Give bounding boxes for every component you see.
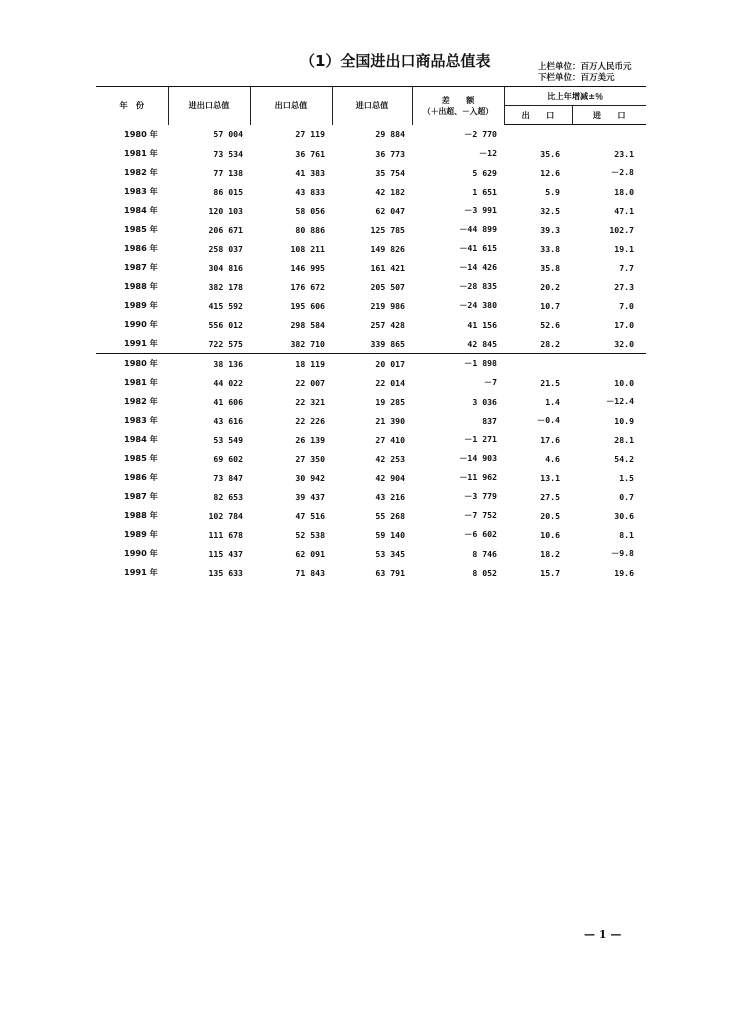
cell-balance: －7 752 [464, 510, 497, 520]
cell-total: 43 616 [213, 415, 243, 426]
cell-growth-imports: －12.4 [606, 396, 634, 406]
header-growth-exports: 出 口 [504, 106, 572, 125]
header-balance-sub: （＋出超、－入超） [422, 106, 494, 116]
cell-exports: 39 437 [295, 491, 325, 502]
cell-total: 415 592 [208, 300, 243, 311]
cell-imports: 205 507 [370, 281, 405, 292]
cell-growth-exports [504, 354, 572, 374]
cell-balance: －28 835 [459, 281, 497, 291]
table-row [96, 163, 646, 182]
cell-imports: 55 268 [375, 510, 405, 521]
cell-balance: －3 779 [464, 491, 497, 501]
cell-imports: 62 047 [375, 205, 405, 216]
table-row [96, 430, 646, 449]
cell-total: 53 549 [213, 434, 243, 445]
cell-year: 1981 年 [124, 377, 158, 387]
cell-balance: －7 [483, 377, 497, 387]
cell-year: 1985 年 [124, 224, 158, 234]
cell-growth-exports: 15.7 [540, 567, 560, 578]
table-body [96, 125, 646, 583]
table-row [96, 392, 646, 411]
cell-growth-exports: 20.2 [540, 281, 560, 292]
cell-growth-imports: 0.7 [619, 491, 634, 502]
cell-total: 57 004 [213, 129, 243, 140]
cell-balance: 8 052 [472, 567, 497, 578]
table-row [96, 258, 646, 277]
cell-year: 1985 年 [124, 453, 158, 463]
cell-exports: 27 119 [295, 129, 325, 140]
cell-balance: －1 271 [464, 434, 497, 444]
cell-balance: 837 [482, 415, 497, 426]
cell-balance: 3 036 [472, 396, 497, 407]
cell-growth-imports: －2.8 [611, 167, 634, 177]
unit-notes [538, 62, 632, 84]
cell-exports: 18 119 [250, 354, 332, 374]
table-row [96, 220, 646, 239]
cell-exports: 382 710 [290, 338, 325, 349]
cell-growth-exports: －0.4 [537, 415, 560, 425]
cell-exports: 52 538 [295, 529, 325, 540]
cell-balance: －1 898 [412, 354, 504, 374]
cell-growth-imports: 19.6 [614, 567, 634, 578]
cell-year: 1986 年 [124, 243, 158, 253]
cell-imports: 53 345 [375, 548, 405, 559]
cell-year: 1988 年 [124, 510, 158, 520]
cell-growth-imports: 102.7 [609, 224, 634, 235]
cell-year: 1983 年 [124, 415, 158, 425]
table-row [96, 239, 646, 258]
cell-growth-exports: 17.6 [540, 434, 560, 445]
cell-balance: －12 [478, 148, 497, 158]
page-number: — 1 — [584, 928, 622, 941]
cell-growth-imports: 30.6 [614, 510, 634, 521]
cell-exports: 22 007 [295, 377, 325, 388]
table-row [96, 334, 646, 354]
cell-exports: 43 833 [295, 186, 325, 197]
cell-growth-exports: 20.5 [540, 510, 560, 521]
table-row [96, 125, 646, 145]
cell-total: 382 178 [208, 281, 243, 292]
cell-imports: 20 017 [332, 354, 412, 374]
cell-imports: 63 791 [375, 567, 405, 578]
cell-growth-exports: 32.5 [540, 205, 560, 216]
cell-growth-imports [572, 125, 646, 145]
cell-imports: 59 140 [375, 529, 405, 540]
table-row [96, 144, 646, 163]
cell-total: 41 606 [213, 396, 243, 407]
table-row [96, 411, 646, 430]
table-title: （1）全国进出口商品总值表 [300, 52, 491, 70]
cell-growth-imports: 7.7 [619, 262, 634, 273]
cell-year: 1990 年 [124, 319, 158, 329]
table-row [96, 296, 646, 315]
table-row [96, 563, 646, 582]
cell-growth-imports: 18.0 [614, 186, 634, 197]
cell-year: 1986 年 [124, 472, 158, 482]
cell-total: 135 633 [208, 567, 243, 578]
cell-growth-exports: 35.8 [540, 262, 560, 273]
cell-balance: －14 903 [459, 453, 497, 463]
table-row [96, 182, 646, 201]
cell-total: 77 138 [213, 167, 243, 178]
cell-balance: －14 426 [459, 262, 497, 272]
cell-year: 1982 年 [124, 396, 158, 406]
cell-imports: 21 390 [375, 415, 405, 426]
cell-imports: 19 285 [375, 396, 405, 407]
cell-growth-imports: 54.2 [614, 453, 634, 464]
cell-imports: 43 216 [375, 491, 405, 502]
cell-imports: 219 986 [370, 300, 405, 311]
cell-growth-exports: 33.8 [540, 243, 560, 254]
cell-imports: 27 410 [375, 434, 405, 445]
upper-unit-note: 上栏单位：百万人民币元 [538, 62, 632, 72]
cell-year: 1988 年 [124, 281, 158, 291]
cell-growth-imports: 47.1 [614, 205, 634, 216]
cell-growth-imports: 32.0 [614, 338, 634, 349]
cell-imports: 22 014 [375, 377, 405, 388]
cell-growth-imports: 10.9 [614, 415, 634, 426]
cell-growth-imports: 28.1 [614, 434, 634, 445]
cell-exports: 176 672 [290, 281, 325, 292]
table-row [96, 315, 646, 334]
cell-total: 44 022 [213, 377, 243, 388]
cell-growth-exports: 52.6 [540, 319, 560, 330]
cell-exports: 36 761 [295, 148, 325, 159]
cell-exports: 27 350 [295, 453, 325, 464]
cell-exports: 108 211 [290, 243, 325, 254]
cell-year: 1991 年 [124, 567, 158, 577]
cell-total: 206 671 [208, 224, 243, 235]
lower-unit-note: 下栏单位：百万美元 [538, 73, 615, 83]
cell-balance: －24 380 [459, 300, 497, 310]
cell-year: 1989 年 [124, 300, 158, 310]
cell-growth-exports: 12.6 [540, 167, 560, 178]
cell-year: 1981 年 [124, 148, 158, 158]
cell-exports: 80 886 [295, 224, 325, 235]
cell-exports: 26 139 [295, 434, 325, 445]
cell-growth-exports: 13.1 [540, 472, 560, 483]
header-total: 进出口总值 [168, 87, 250, 125]
header-growth-imports: 进 口 [572, 106, 646, 125]
table-row [96, 506, 646, 525]
cell-growth-exports: 1.4 [545, 396, 560, 407]
cell-total: 86 015 [213, 186, 243, 197]
cell-imports: 42 904 [375, 472, 405, 483]
cell-growth-imports: 1.5 [619, 472, 634, 483]
header-exports: 出口总值 [250, 87, 332, 125]
cell-growth-exports [504, 125, 572, 145]
cell-balance: 41 156 [467, 319, 497, 330]
cell-balance: 8 746 [472, 548, 497, 559]
cell-growth-exports: 35.6 [540, 148, 560, 159]
trade-value-table [96, 86, 646, 582]
table-row [96, 373, 646, 392]
cell-exports: 22 226 [295, 415, 325, 426]
header-year: 年 份 [96, 87, 168, 125]
cell-exports: 195 606 [290, 300, 325, 311]
cell-imports: 29 884 [375, 129, 405, 140]
cell-year: 1984 年 [124, 205, 158, 215]
cell-year: 1982 年 [124, 167, 158, 177]
cell-year: 1990 年 [124, 548, 158, 558]
header-balance [412, 87, 504, 125]
cell-year: 1983 年 [124, 186, 158, 196]
cell-imports: 42 182 [375, 186, 405, 197]
cell-growth-exports: 10.6 [540, 529, 560, 540]
table-row [96, 449, 646, 468]
header-balance-label: 差 额 [441, 94, 475, 105]
cell-growth-imports: 17.0 [614, 319, 634, 330]
table-row [96, 544, 646, 563]
cell-growth-exports: 4.6 [545, 453, 560, 464]
cell-imports: 42 253 [375, 453, 405, 464]
cell-growth-imports: 10.0 [614, 377, 634, 388]
cell-year: 1980 年 [96, 354, 168, 374]
cell-exports: 58 056 [295, 205, 325, 216]
cell-exports: 47 516 [295, 510, 325, 521]
cell-total: 258 037 [208, 243, 243, 254]
cell-balance: 42 845 [467, 338, 497, 349]
cell-imports: 35 754 [375, 167, 405, 178]
cell-exports: 41 383 [295, 167, 325, 178]
cell-exports: 30 942 [295, 472, 325, 483]
cell-exports: 71 843 [295, 567, 325, 578]
table-row [96, 277, 646, 296]
cell-total: 115 437 [208, 548, 243, 559]
cell-imports: 125 785 [370, 224, 405, 235]
cell-exports: 298 584 [290, 319, 325, 330]
cell-growth-imports: 23.1 [614, 148, 634, 159]
cell-balance: －3 991 [464, 205, 497, 215]
cell-imports: 161 421 [370, 262, 405, 273]
cell-exports: 22 321 [295, 396, 325, 407]
cell-total: 69 602 [213, 453, 243, 464]
cell-total: 73 847 [213, 472, 243, 483]
cell-total: 38 136 [168, 354, 250, 374]
cell-total: 73 534 [213, 148, 243, 159]
cell-growth-exports: 28.2 [540, 338, 560, 349]
cell-year: 1987 年 [124, 262, 158, 272]
cell-year: 1987 年 [124, 491, 158, 501]
cell-imports: 36 773 [375, 148, 405, 159]
cell-balance: －6 602 [464, 529, 497, 539]
cell-growth-imports [572, 354, 646, 374]
cell-growth-exports: 27.5 [540, 491, 560, 502]
table-row [96, 354, 646, 374]
cell-growth-imports: 19.1 [614, 243, 634, 254]
cell-growth-exports: 10.7 [540, 300, 560, 311]
cell-year: 1989 年 [124, 529, 158, 539]
cell-growth-imports: 8.1 [619, 529, 634, 540]
cell-total: 556 012 [208, 319, 243, 330]
cell-growth-exports: 39.3 [540, 224, 560, 235]
table-row [96, 525, 646, 544]
cell-growth-exports: 21.5 [540, 377, 560, 388]
cell-balance: －44 899 [459, 224, 497, 234]
cell-growth-imports: －9.8 [611, 548, 634, 558]
cell-total: 120 103 [208, 205, 243, 216]
table-row [96, 201, 646, 220]
cell-balance: 5 629 [472, 167, 497, 178]
cell-balance: －41 615 [459, 243, 497, 253]
table-row [96, 468, 646, 487]
cell-total: 102 784 [208, 510, 243, 521]
cell-total: 722 575 [208, 338, 243, 349]
cell-balance: 1 651 [472, 186, 497, 197]
cell-balance: －2 770 [464, 128, 497, 139]
cell-year: 1984 年 [124, 434, 158, 444]
cell-exports: 62 091 [295, 548, 325, 559]
cell-growth-imports: 7.0 [619, 300, 634, 311]
cell-total: 82 653 [213, 491, 243, 502]
cell-growth-imports: 27.3 [614, 281, 634, 292]
cell-imports: 149 826 [370, 243, 405, 254]
cell-balance: －11 962 [459, 472, 497, 482]
cell-year: 1991 年 [124, 338, 158, 348]
cell-imports: 257 428 [370, 319, 405, 330]
cell-total: 111 678 [208, 529, 243, 540]
table-row [96, 487, 646, 506]
cell-imports: 339 865 [370, 338, 405, 349]
cell-year: 1980 年 [124, 128, 158, 139]
header-growth: 比上年增减±％ [504, 87, 646, 106]
cell-exports: 146 995 [290, 262, 325, 273]
cell-growth-exports: 18.2 [540, 548, 560, 559]
cell-total: 304 816 [208, 262, 243, 273]
header-imports: 进口总值 [332, 87, 412, 125]
cell-growth-exports: 5.9 [545, 186, 560, 197]
